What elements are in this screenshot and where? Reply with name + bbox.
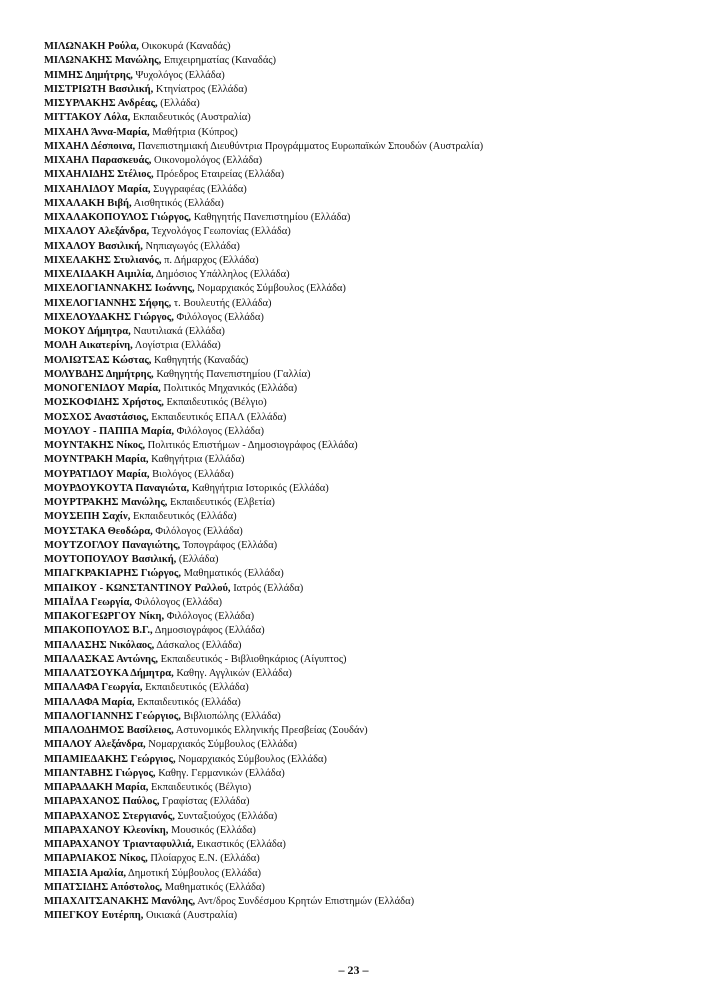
list-item: [44, 824, 697, 838]
entry-description: Εκπαιδευτικός (Βέλγιο): [163, 397, 267, 409]
entry-name: ΜΙΜΗΣ Δημήτρης,: [44, 69, 133, 81]
entry-name: ΜΠΑΛΟΥ Αλεξάνδρα,: [44, 739, 146, 751]
entry-name: ΜΟΛΙΩΤΣΑΣ Κώστας,: [44, 354, 152, 366]
entry-name: ΜΠΑΡΑΧΑΝΟΥ Κλεονίκη,: [44, 824, 169, 836]
list-item: [44, 69, 697, 83]
list-item: [44, 211, 697, 225]
list-item: [44, 653, 697, 667]
entry-description: Δημόσιος Υπάλληλος (Ελλάδα): [153, 269, 290, 280]
entry-description: Βιβλιοπώλης (Ελλάδα): [180, 710, 281, 722]
entry-description: Ναυτιλιακά (Ελλάδα): [130, 326, 225, 337]
entry-description: Καθηγητής Πανεπιστημίου (Γαλλία): [153, 368, 311, 380]
entry-description: Καθηγ. Γερμανικών (Ελλάδα): [155, 767, 285, 779]
entry-name: ΜΙΧΑΛΟΥ Βασιλική,: [44, 240, 143, 252]
entry-name: ΜΠΑΚΟΓΕΩΡΓΟΥ Νίκη,: [44, 611, 165, 622]
entry-name: ΜΠΑΡΑΧΑΝΟΥ Τριανταφυλλιά,: [44, 839, 194, 850]
entry-description: Καθηγήτρια (Ελλάδα): [148, 454, 245, 466]
entry-description: Νηπιαγωγός (Ελλάδα): [142, 240, 240, 252]
entry-description: Φιλόλογος (Ελλάδα): [173, 311, 264, 323]
list-item: [44, 539, 697, 553]
entry-description: Εκπαιδευτικός (Βέλγιο): [148, 782, 252, 793]
list-item: [44, 496, 697, 510]
entry-name: ΜΙΣΤΡΙΩΤΗ Βασιλική,: [44, 83, 154, 95]
list-item: [44, 254, 697, 268]
entry-description: Καθηγήτρια Ιστορικός (Ελλάδα): [189, 482, 329, 494]
entry-name: ΜΠΑΛΑΦΑ Μαρία,: [44, 696, 135, 708]
list-item: [44, 354, 697, 368]
name-list: [44, 40, 697, 924]
list-item: [44, 140, 697, 154]
entry-description: Γραφίστας (Ελλάδα): [159, 796, 250, 808]
entry-description: Μαθηματικός (Ελλάδα): [180, 568, 284, 580]
entry-name: ΜΙΧΑΛΟΥ Αλεξάνδρα,: [44, 226, 150, 238]
list-item: [44, 582, 697, 596]
list-item: [44, 97, 697, 111]
list-item: [44, 596, 697, 610]
entry-name: ΜΟΥΤΖΟΓΛΟΥ Παναγιώτης,: [44, 539, 181, 551]
entry-description: Εκπαιδευτικός ΕΠΑΛ (Ελλάδα): [148, 411, 287, 423]
entry-name: ΜΙΤΤΑΚΟΥ Λόλα,: [44, 112, 131, 124]
entry-description: Πανεπιστημιακή Διευθύντρια Προγράμματος Ευρωπαϊκών Σπουδών (Αυστραλία): [135, 140, 484, 152]
entry-name: ΜΠΑΪΛΑ Γεωργία,: [44, 596, 133, 608]
entry-name: ΜΠΑΛΟΓΙΑΝΝΗΣ Γεώργιος,: [44, 710, 181, 722]
list-item: [44, 482, 697, 496]
entry-description: Ιατρός (Ελλάδα): [230, 582, 304, 594]
entry-name: ΜΟΥΡΑΤΙΔΟΥ Μαρία,: [44, 468, 150, 480]
entry-name: ΜΠΑΡΑΔΑΚΗ Μαρία,: [44, 782, 149, 793]
entry-description: Φιλόλογος (Ελλάδα): [173, 425, 264, 437]
entry-description: (Ελλάδα): [157, 98, 200, 109]
entry-description: Εκπαιδευτικός (Ελλάδα): [142, 682, 249, 694]
list-item: [44, 282, 697, 296]
entry-name: ΜΠΑΜΙΕΔΑΚΗΣ Γεώργιος,: [44, 753, 176, 765]
entry-description: Εκπαιδευτικός - Βιβλιοθηκάριος (Αίγυπτος): [158, 653, 347, 665]
entry-description: Αστυνομικός Ελληνικής Πρεσβείας (Σουδάν): [173, 725, 368, 736]
list-item: [44, 567, 697, 581]
entry-description: τ. Βουλευτής (Ελλάδα): [171, 297, 272, 309]
entry-description: Δημοσιογράφος (Ελλάδα): [152, 625, 265, 637]
entry-description: Ψυχολόγος (Ελλάδα): [132, 69, 225, 81]
entry-description: Εκπαιδευτικός (Ελβετία): [167, 497, 275, 508]
entry-description: Πλοίαρχος Ε.Ν. (Ελλάδα): [147, 853, 260, 865]
entry-description: Εκπαιδευτικός (Ελλάδα): [130, 511, 237, 523]
page-number: – 23 –: [338, 963, 369, 977]
entry-description: Καθηγητής (Καναδάς): [151, 354, 249, 366]
entry-name: ΜΟΣΧΟΣ Αναστάσιος,: [44, 411, 149, 423]
list-item: [44, 895, 697, 909]
entry-name: ΜΙΧΑΗΛ Παρασκευάς,: [44, 155, 152, 166]
entry-name: ΜΟΣΚΟΦΙΔΗΣ Χρήστος,: [44, 397, 164, 409]
list-item: [44, 453, 697, 467]
entry-description: Τεχνολόγος Γεωπονίας (Ελλάδα): [149, 226, 291, 238]
list-item: [44, 795, 697, 809]
list-item: [44, 867, 697, 881]
entry-description: Βιολόγος (Ελλάδα): [149, 468, 234, 480]
list-item: [44, 382, 697, 396]
entry-description: π. Δήμαρχος (Ελλάδα): [161, 254, 259, 266]
entry-name: ΜΙΧΑΗΛΙΔΗΣ Στέλιος,: [44, 169, 154, 181]
list-item: [44, 667, 697, 681]
entry-name: ΜΙΧΕΛΟΓΙΑΝΝΗΣ Σήφης,: [44, 297, 172, 309]
list-item: [44, 339, 697, 353]
entry-description: Αισθητικός (Ελλάδα): [131, 197, 224, 209]
list-item: [44, 168, 697, 182]
entry-name: ΜΙΧΕΛΑΚΗΣ Στυλιανός,: [44, 254, 162, 266]
entry-description: Πρόεδρος Εταιρείας (Ελλάδα): [153, 169, 285, 181]
entry-description: Φιλόλογος (Ελλάδα): [132, 596, 223, 608]
list-item: [44, 881, 697, 895]
entry-name: ΜΠΑΛΑΣΗΣ Νικόλαος,: [44, 639, 155, 651]
entry-name: ΜΟΥΡΔΟΥΚΟΥΤΑ Παναγιώτα,: [44, 482, 190, 494]
entry-name: ΜΠΑΙΚΟΥ - ΚΩΝΣΤΑΝΤΙΝΟΥ Ραλλού,: [44, 582, 231, 594]
list-item: [44, 268, 697, 282]
list-item: [44, 40, 697, 54]
entry-description: Μαθήτρια (Κύπρος): [149, 126, 238, 138]
entry-description: Δημοτική Σύμβουλος (Ελλάδα): [125, 867, 261, 879]
entry-description: Νομαρχιακός Σύμβουλος (Ελλάδα): [145, 739, 297, 751]
entry-description: Πολιτικός Επιστήμων - Δημοσιογράφος (Ελλάδα): [145, 440, 358, 451]
list-item: [44, 724, 697, 738]
entry-name: ΜΟΥΤΟΠΟΥΛΟΥ Βασιλική,: [44, 554, 177, 565]
entry-description: Φιλόλογος (Ελλάδα): [164, 611, 255, 622]
entry-description: Τοπογράφος (Ελλάδα): [180, 539, 278, 551]
list-item: [44, 325, 697, 339]
list-item: [44, 624, 697, 638]
list-item: [44, 696, 697, 710]
entry-description: Εικαστικός (Ελλάδα): [193, 839, 286, 850]
list-item: [44, 240, 697, 254]
entry-name: ΜΟΥΝΤΡΑΚΗ Μαρία,: [44, 454, 149, 466]
entry-description: Νομαρχιακός Σύμβουλος (Ελλάδα): [194, 283, 346, 295]
list-item: [44, 525, 697, 539]
entry-name: ΜΟΥΡΤΡΑΚΗΣ Μανώλης,: [44, 497, 168, 508]
entry-name: ΜΙΧΑΗΛ Άννα-Μαρία,: [44, 126, 150, 138]
list-item: [44, 810, 697, 824]
list-item: [44, 311, 697, 325]
list-item: [44, 468, 697, 482]
list-item: [44, 753, 697, 767]
list-item: [44, 610, 697, 624]
list-item: [44, 297, 697, 311]
entry-name: ΜΟΥΛΟΥ - ΠΑΠΠΑ Μαρία,: [44, 425, 174, 437]
entry-name: ΜΙΧΑΛΑΚΟΠΟΥΛΟΣ Γιώργος,: [44, 212, 192, 223]
entry-description: (Ελλάδα): [176, 554, 219, 565]
entry-description: Εκπαιδευτικός (Ελλάδα): [134, 696, 241, 708]
list-item: [44, 553, 697, 567]
list-item: [44, 83, 697, 97]
list-item: [44, 425, 697, 439]
entry-name: ΜΟΥΣΤΑΚΑ Θεοδώρα,: [44, 525, 153, 537]
entry-description: Αντ/δρος Συνδέσμου Κρητών Επιστημών (Ελλάδα): [195, 896, 415, 907]
list-item: [44, 183, 697, 197]
entry-name: ΜΠΑΡΑΧΑΝΟΣ Παύλος,: [44, 796, 160, 808]
entry-name: ΜΟΚΟΥ Δήμητρα,: [44, 326, 131, 337]
list-item: [44, 396, 697, 410]
entry-description: Δάσκαλος (Ελλάδα): [154, 639, 242, 651]
entry-description: Συγγραφέας (Ελλάδα): [150, 183, 247, 195]
entry-name: ΜΠΑΛΟΔΗΜΟΣ Βασίλειος,: [44, 725, 174, 736]
entry-name: ΜΠΑΛΑΤΣΟΥΚΑ Δήμητρα,: [44, 668, 174, 679]
list-item: [44, 852, 697, 866]
entry-name: ΜΟΝΟΓΕΝΙΔΟΥ Μαρία,: [44, 383, 161, 394]
entry-description: Φιλόλογος (Ελλάδα): [152, 525, 243, 537]
entry-name: ΜΟΛΥΒΔΗΣ Δημήτρης,: [44, 368, 154, 380]
entry-description: Καθηγ. Αγγλικών (Ελλάδα): [173, 668, 292, 679]
entry-name: ΜΠΑΣΙΑ Αμαλία,: [44, 867, 126, 879]
list-item: [44, 54, 697, 68]
entry-description: Εκπαιδευτικός (Αυστραλία): [130, 112, 251, 124]
entry-name: ΜΟΛΗ Αικατερίνη,: [44, 340, 133, 352]
entry-description: Συνταξιούχος (Ελλάδα): [174, 810, 278, 822]
entry-description: Καθηγητής Πανεπιστημίου (Ελλάδα): [191, 212, 351, 223]
list-item: [44, 639, 697, 653]
list-item: [44, 681, 697, 695]
entry-name: ΜΠΑΛΑΣΚΑΣ Αντώνης,: [44, 653, 159, 665]
entry-name: ΜΠΑΛΑΦΑ Γεωργία,: [44, 682, 143, 694]
list-item: [44, 710, 697, 724]
entry-name: ΜΠΑΝΤΑΒΗΣ Γιώργος,: [44, 767, 156, 779]
list-item: [44, 197, 697, 211]
list-item: [44, 838, 697, 852]
list-item: [44, 738, 697, 752]
entry-description: Λογίστρια (Ελλάδα): [132, 340, 221, 352]
list-item: [44, 411, 697, 425]
list-item: [44, 225, 697, 239]
list-item: [44, 111, 697, 125]
list-item: [44, 368, 697, 382]
entry-name: ΜΙΧΑΛΑΚΗ Βιβή,: [44, 197, 132, 209]
list-item: [44, 154, 697, 168]
entry-name: ΜΙΧΑΗΛΙΔΟΥ Μαρία,: [44, 183, 151, 195]
entry-name: ΜΙΣΥΡΛΑΚΗΣ Ανδρέας,: [44, 98, 158, 109]
entry-name: ΜΙΛΩΝΑΚΗΣ Μανώλης,: [44, 55, 162, 67]
entry-name: ΜΠΑΚΟΠΟΥΛΟΣ Β.Γ.,: [44, 625, 153, 637]
list-item: [44, 126, 697, 140]
entry-name: ΜΟΥΣΕΠΗ Σαχίν,: [44, 511, 131, 523]
entry-description: Μαθηματικός (Ελλάδα): [162, 881, 265, 893]
entry-name: ΜΠΑΤΣΙΔΗΣ Απόστολος,: [44, 881, 163, 893]
entry-name: ΜΠΑΡΑΧΑΝΟΣ Στεργιανός,: [44, 810, 175, 822]
entry-name: ΜΠΑΧΛΙΤΣΑΝΑΚΗΣ Μανόλης,: [44, 896, 196, 907]
entry-name: ΜΟΥΝΤΑΚΗΣ Νίκος,: [44, 440, 146, 451]
entry-name: ΜΙΧΕΛΟΓΙΑΝΝΑΚΗΣ Ιωάννης,: [44, 283, 195, 295]
list-item: [44, 781, 697, 795]
entry-description: Νομαρχιακός Σύμβουλος (Ελλάδα): [175, 753, 327, 765]
list-item: [44, 909, 697, 923]
entry-name: ΜΙΧΕΛΙΔΑΚΗ Αιμιλία,: [44, 269, 154, 280]
entry-description: Επιχειρηματίας (Καναδάς): [161, 55, 277, 67]
entry-name: ΜΠΑΡΛΙΑΚΟΣ Νίκος,: [44, 853, 148, 865]
entry-name: ΜΙΛΩΝΑΚΗ Ρούλα,: [44, 41, 139, 52]
entry-name: ΜΙΧΑΗΛ Δέσποινα,: [44, 140, 136, 152]
list-item: [44, 510, 697, 524]
entry-description: Οικιακά (Αυστραλία): [143, 910, 238, 922]
entry-name: ΜΠΕΓΚΟΥ Ευτέρπη,: [44, 910, 144, 922]
entry-description: Κτηνίατρος (Ελλάδα): [153, 83, 248, 95]
entry-name: ΜΙΧΕΛΟΥΔΑΚΗΣ Γιώργος,: [44, 311, 174, 323]
list-item: [44, 767, 697, 781]
list-item: [44, 439, 697, 453]
entry-description: Οικονομολόγος (Ελλάδα): [151, 155, 263, 166]
entry-description: Πολιτικός Μηχανικός (Ελλάδα): [160, 383, 298, 394]
entry-name: ΜΠΑΓΚΡΑΚΙΑΡΗΣ Γιώργος,: [44, 568, 181, 580]
entry-description: Οικοκυρά (Καναδάς): [138, 41, 231, 52]
entry-description: Μουσικός (Ελλάδα): [168, 824, 256, 836]
